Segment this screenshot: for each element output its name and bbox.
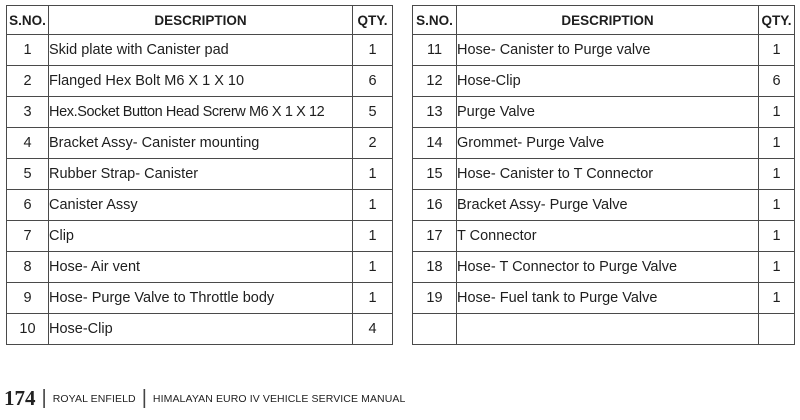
cell-sno: 3 xyxy=(7,97,49,128)
footer-separator: | xyxy=(141,387,147,409)
table-row xyxy=(413,97,795,128)
cell-sno: 18 xyxy=(413,252,457,283)
table-row xyxy=(7,314,393,345)
cell-sno: 9 xyxy=(7,283,49,314)
cell-description: Bracket Assy- Purge Valve xyxy=(457,190,759,221)
cell-sno: 8 xyxy=(7,252,49,283)
table-row xyxy=(7,283,393,314)
cell-sno: 10 xyxy=(7,314,49,345)
parts-table-left xyxy=(6,5,393,345)
cell-description: Clip xyxy=(49,221,353,252)
cell-qty: 1 xyxy=(353,283,393,314)
table-row xyxy=(413,128,795,159)
cell-description: Bracket Assy- Canister mounting xyxy=(49,128,353,159)
cell-qty: 6 xyxy=(759,66,795,97)
cell-qty: 1 xyxy=(353,190,393,221)
cell-qty: 1 xyxy=(759,221,795,252)
table-row xyxy=(7,159,393,190)
cell-qty: 1 xyxy=(759,35,795,66)
cell-sno: 7 xyxy=(7,221,49,252)
cell-qty: 1 xyxy=(759,190,795,221)
cell-description: Grommet- Purge Valve xyxy=(457,128,759,159)
cell-description: Purge Valve xyxy=(457,97,759,128)
table-row xyxy=(7,252,393,283)
page-footer xyxy=(4,386,405,411)
footer-brand: ROYAL ENFIELD xyxy=(52,392,136,405)
cell-description: Hex.Socket Button Head Screrw M6 X 1 X 12 xyxy=(49,97,353,128)
cell-qty: 4 xyxy=(353,314,393,345)
cell-description: Skid plate with Canister pad xyxy=(49,35,353,66)
table-row xyxy=(413,66,795,97)
table-row xyxy=(7,66,393,97)
table-row xyxy=(413,283,795,314)
table-header-row xyxy=(7,6,393,35)
cell-description: Hose-Clip xyxy=(49,314,353,345)
table-row xyxy=(7,97,393,128)
table-row xyxy=(413,221,795,252)
column-header-qty: QTY. xyxy=(759,6,795,35)
cell-description: Flanged Hex Bolt M6 X 1 X 10 xyxy=(49,66,353,97)
page-number: 174 xyxy=(4,386,36,410)
cell-sno: 5 xyxy=(7,159,49,190)
table-row xyxy=(7,190,393,221)
cell-qty: 1 xyxy=(353,159,393,190)
table-row xyxy=(413,35,795,66)
cell-qty: 1 xyxy=(759,97,795,128)
cell-qty: 1 xyxy=(759,159,795,190)
column-header-sno: S.NO. xyxy=(413,6,457,35)
column-header-qty: QTY. xyxy=(353,6,393,35)
table-row xyxy=(7,35,393,66)
cell-qty: 1 xyxy=(759,252,795,283)
footer-separator: | xyxy=(41,387,47,409)
cell-qty: 1 xyxy=(353,35,393,66)
cell-description: Rubber Strap- Canister xyxy=(49,159,353,190)
cell-qty: 1 xyxy=(353,221,393,252)
cell-sno: 1 xyxy=(7,35,49,66)
cell-description: Hose- Fuel tank to Purge Valve xyxy=(457,283,759,314)
cell-sno: 14 xyxy=(413,128,457,159)
cell-sno: 2 xyxy=(7,66,49,97)
table-header-row xyxy=(413,6,795,35)
column-header-sno: S.NO. xyxy=(7,6,49,35)
cell-qty: 2 xyxy=(353,128,393,159)
cell-description xyxy=(457,314,759,345)
column-header-description: DESCRIPTION xyxy=(457,6,759,35)
table-row xyxy=(7,221,393,252)
table-row xyxy=(413,252,795,283)
cell-sno: 11 xyxy=(413,35,457,66)
cell-sno: 13 xyxy=(413,97,457,128)
cell-description: Hose- Canister to T Connector xyxy=(457,159,759,190)
table-row-empty xyxy=(413,314,795,345)
cell-qty: 1 xyxy=(353,252,393,283)
table-row xyxy=(413,190,795,221)
table-row xyxy=(413,159,795,190)
cell-description: Hose- T Connector to Purge Valve xyxy=(457,252,759,283)
table-row xyxy=(7,128,393,159)
cell-qty xyxy=(759,314,795,345)
cell-description: T Connector xyxy=(457,221,759,252)
cell-qty: 1 xyxy=(759,283,795,314)
cell-description: Canister Assy xyxy=(49,190,353,221)
cell-description: Hose- Air vent xyxy=(49,252,353,283)
parts-table-right xyxy=(412,5,795,345)
cell-sno: 4 xyxy=(7,128,49,159)
cell-qty: 1 xyxy=(759,128,795,159)
cell-sno: 17 xyxy=(413,221,457,252)
cell-description: Hose- Purge Valve to Throttle body xyxy=(49,283,353,314)
cell-sno xyxy=(413,314,457,345)
column-header-description: DESCRIPTION xyxy=(49,6,353,35)
cell-sno: 12 xyxy=(413,66,457,97)
footer-manual-title: HIMALAYAN EURO IV VEHICLE SERVICE MANUAL xyxy=(152,392,406,405)
cell-sno: 6 xyxy=(7,190,49,221)
cell-description: Hose-Clip xyxy=(457,66,759,97)
cell-qty: 6 xyxy=(353,66,393,97)
cell-sno: 15 xyxy=(413,159,457,190)
cell-description: Hose- Canister to Purge valve xyxy=(457,35,759,66)
cell-sno: 19 xyxy=(413,283,457,314)
cell-sno: 16 xyxy=(413,190,457,221)
cell-qty: 5 xyxy=(353,97,393,128)
